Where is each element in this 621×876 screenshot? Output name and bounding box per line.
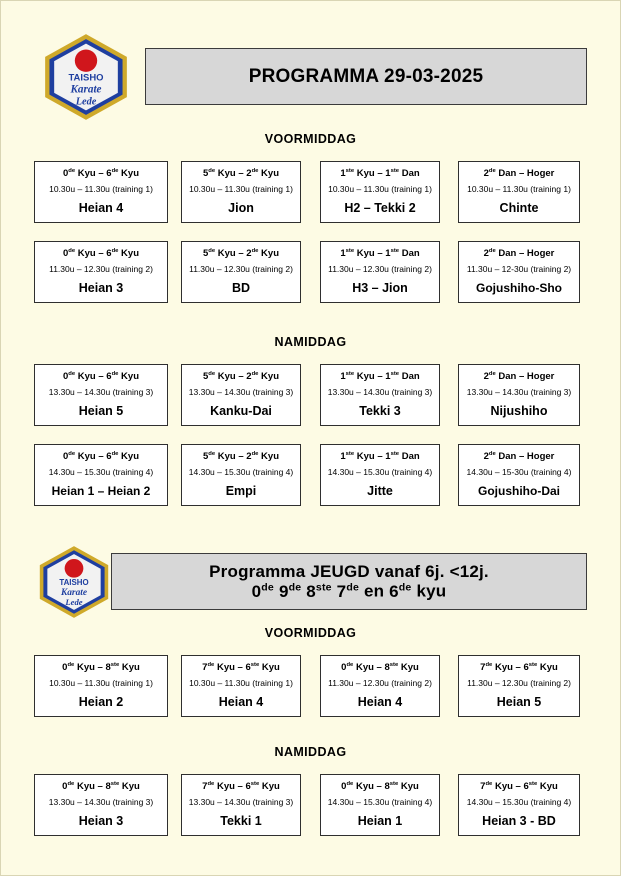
session-kata: Gojushiho-Sho: [476, 281, 562, 296]
session-grade-range: 2de Dan – Hoger: [483, 371, 555, 383]
session-grade-range: 0de Kyu – 6de Kyu: [62, 371, 140, 383]
youth-title-kyu-token: 9de: [278, 581, 302, 601]
youth-title-bar: [111, 553, 587, 610]
section-heading-voormiddag-youth-0: VOORMIDDAG: [264, 626, 357, 640]
session-grade-range: 7de Kyu – 6ste Kyu: [202, 781, 280, 793]
session-time: 10.30u – 11.30u (training 1): [328, 184, 432, 195]
session-kata: Tekki 1: [220, 814, 262, 829]
svg-text:Lede: Lede: [75, 96, 97, 108]
session-grade-range: 5de Kyu – 2de Kyu: [202, 371, 280, 383]
session-kata: Heian 1: [357, 814, 403, 829]
session-grade-range: 1ste Kyu – 1ste Dan: [340, 451, 420, 463]
session-grade-range: 0de Kyu – 8ste Kyu: [341, 781, 419, 793]
youth-title-kyu-token: 0de: [251, 581, 274, 601]
session-time: 10.30u – 11.30u (training 1): [49, 678, 153, 689]
session-card: [320, 444, 440, 506]
session-kata: Heian 3: [78, 814, 124, 829]
session-grade-range: 0de Kyu – 8ste Kyu: [62, 781, 140, 793]
youth-title-line2: [252, 581, 447, 601]
session-card: [181, 241, 301, 303]
youth-title-kyu-token: 7de: [336, 581, 360, 601]
session-grade-range: 5de Kyu – 2de Kyu: [202, 168, 280, 180]
session-kata: H2 – Tekki 2: [344, 201, 416, 216]
session-time: 11.30u – 12.30u (training 2): [328, 264, 432, 275]
session-kata: Jitte: [367, 484, 393, 499]
session-card: [181, 161, 301, 223]
section-heading-namiddag-adult-1: NAMIDDAG: [274, 335, 347, 349]
svg-text:Karate: Karate: [70, 83, 102, 96]
session-grade-range: 5de Kyu – 2de Kyu: [202, 451, 280, 463]
session-time: 10.30u – 11.30u (training 1): [189, 184, 293, 195]
section-heading-voormiddag-adult-0: VOORMIDDAG: [264, 132, 357, 146]
session-kata: Heian 4: [357, 695, 403, 710]
session-grade-range: 0de Kyu – 8ste Kyu: [62, 662, 140, 674]
section-heading-namiddag-youth-1: NAMIDDAG: [274, 745, 347, 759]
session-grade-range: 1ste Kyu – 1ste Dan: [340, 168, 420, 180]
session-kata: Heian 3: [78, 281, 124, 296]
session-time: 14.30u – 15.30u (training 4): [327, 467, 433, 478]
session-kata: H3 – Jion: [352, 281, 408, 296]
session-card: [458, 364, 580, 426]
session-grade-range: 7de Kyu – 6ste Kyu: [202, 662, 280, 674]
session-kata: Heian 4: [218, 695, 264, 710]
session-grade-range: 1ste Kyu – 1ste Dan: [340, 248, 420, 260]
main-title-bar: [145, 48, 587, 105]
session-grade-range: 0de Kyu – 6de Kyu: [62, 451, 140, 463]
session-kata: Chinte: [499, 201, 539, 216]
session-card: [320, 364, 440, 426]
session-kata: Heian 1 – Heian 2: [51, 484, 151, 499]
session-card: [181, 655, 301, 717]
session-card: [458, 241, 580, 303]
session-kata: Heian 5: [496, 695, 542, 710]
youth-title-word: kyu: [416, 581, 447, 601]
session-time: 11.30u – 12.30u (training 2): [189, 264, 293, 275]
session-grade-range: 7de Kyu – 6ste Kyu: [480, 781, 558, 793]
session-card: [34, 655, 168, 717]
session-time: 11.30u – 12.30u (training 2): [49, 264, 153, 275]
session-kata: Nijushiho: [490, 404, 548, 419]
session-kata: Gojushiho-Dai: [478, 484, 560, 499]
session-grade-range: 5de Kyu – 2de Kyu: [202, 248, 280, 260]
session-time: 10.30u – 11.30u (training 1): [467, 184, 571, 195]
session-card: [320, 241, 440, 303]
taisho-karate-lede-logo-secondary: [38, 546, 110, 618]
session-card: [181, 444, 301, 506]
youth-title-word: en: [363, 581, 385, 601]
session-time: 14.30u – 15.30u (training 4): [188, 467, 294, 478]
session-time: 14.30u – 15.30u (training 4): [48, 467, 154, 478]
youth-title-kyu-token: 6de: [389, 581, 412, 601]
session-card: [34, 774, 168, 836]
taisho-karate-lede-logo: [43, 34, 129, 120]
session-card: [458, 444, 580, 506]
session-grade-range: 2de Dan – Hoger: [483, 451, 555, 463]
session-kata: Heian 4: [78, 201, 124, 216]
session-grade-range: 2de Dan – Hoger: [483, 248, 555, 260]
session-time: 11.30u – 12.30u (training 2): [467, 678, 571, 689]
session-grade-range: 1ste Kyu – 1ste Dan: [340, 371, 420, 383]
session-time: 14.30u – 15-30u (training 4): [466, 467, 572, 478]
session-card: [34, 161, 168, 223]
session-grade-range: 0de Kyu – 6de Kyu: [62, 168, 140, 180]
youth-title-line1: Programma JEUGD vanaf 6j. <12j.: [209, 561, 489, 581]
svg-text:Karate: Karate: [61, 587, 87, 598]
svg-text:TAISHO: TAISHO: [68, 72, 104, 84]
session-card: [34, 241, 168, 303]
svg-text:Lede: Lede: [65, 597, 83, 608]
page-title: PROGRAMMA 29-03-2025: [248, 65, 484, 87]
session-card: [458, 774, 580, 836]
session-card: [458, 161, 580, 223]
session-card: [320, 774, 440, 836]
session-card: [181, 364, 301, 426]
session-time: 11.30u – 12-30u (training 2): [466, 264, 572, 275]
session-grade-range: 7de Kyu – 6ste Kyu: [480, 662, 558, 674]
session-grade-range: 2de Dan – Hoger: [483, 168, 555, 180]
session-time: 13.30u – 14.30u (training 3): [327, 387, 433, 398]
session-time: 13.30u – 14.30u (training 3): [466, 387, 572, 398]
session-time: 14.30u – 15.30u (training 4): [466, 797, 572, 808]
session-kata: Jion: [228, 201, 254, 216]
svg-text:TAISHO: TAISHO: [59, 577, 89, 587]
session-kata: Heian 5: [78, 404, 124, 419]
session-time: 10.30u – 11.30u (training 1): [189, 678, 293, 689]
session-kata: Tekki 3: [359, 404, 401, 419]
session-card: [34, 444, 168, 506]
session-time: 13.30u – 14.30u (training 3): [188, 797, 294, 808]
session-card: [320, 161, 440, 223]
session-card: [458, 655, 580, 717]
session-time: 13.30u – 14.30u (training 3): [188, 387, 294, 398]
session-card: [34, 364, 168, 426]
session-time: 14.30u – 15.30u (training 4): [327, 797, 433, 808]
session-time: 13.30u – 14.30u (training 3): [48, 797, 154, 808]
session-time: 11.30u – 12.30u (training 2): [328, 678, 432, 689]
session-time: 10.30u – 11.30u (training 1): [49, 184, 153, 195]
session-grade-range: 0de Kyu – 6de Kyu: [62, 248, 140, 260]
session-card: [181, 774, 301, 836]
session-kata: Empi: [225, 484, 257, 499]
youth-title-kyu-token: 8ste: [306, 581, 332, 601]
session-kata: Kanku-Dai: [210, 404, 272, 419]
session-grade-range: 0de Kyu – 8ste Kyu: [341, 662, 419, 674]
session-time: 13.30u – 14.30u (training 3): [48, 387, 154, 398]
session-kata: Heian 2: [78, 695, 124, 710]
session-card: [320, 655, 440, 717]
session-kata: Heian 3 - BD: [482, 814, 556, 829]
session-kata: BD: [231, 281, 251, 296]
